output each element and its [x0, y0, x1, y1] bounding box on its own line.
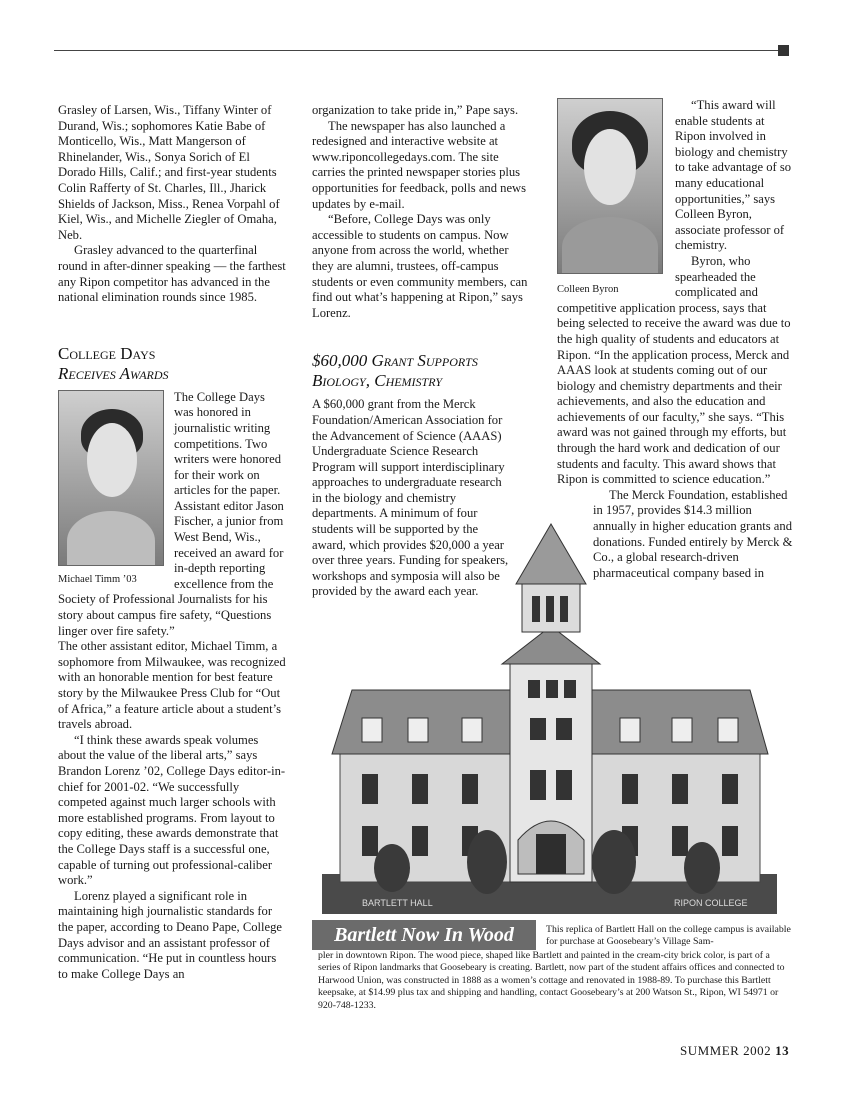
entrance-door [536, 834, 566, 874]
top-rule [54, 50, 782, 51]
paragraph: Lorenz played a significant role in maintaining high journalistic standards for the paper, according to Deano Pape, College Days advisor and an assistant professor of communication. “He put in countless hours to make College Days an [58, 888, 283, 981]
paragraph: A $60,000 grant from the Merck Foundation/American Association for the Advancement of Science (AAAS) Undergraduate Science Research Program will support interdisciplinary approaches to undergraduate research in the biology and chemistry departments. A minimum of four students will be supported by the award, which provides $20,000 a year over three years. Funding for speakers, workshops and symposia will also be provided by the award each year. [312, 397, 509, 599]
rule-end-mark [778, 45, 789, 56]
photo-caption: Colleen Byron [557, 284, 619, 295]
paragraph: “I think these awards speak volumes about the value of the liberal arts,” says Brandon Lorenz ’02, College Days editor-in-chief for 2001-02. “We successfully competed against much larger schools with more established programs. From layout to copy editing, these awards demonstrate that the College Days staff is a successful one, capable of turning out professional-caliber work.” [58, 732, 286, 888]
bartlett-hall-illustration [322, 522, 777, 914]
page-number: 13 [775, 1043, 790, 1058]
paragraph: The newspaper has also launched a redesigned and interactive website at www.riponcollegedays.com. The site carries the printed newspaper stories plus opportunities for feedback, polls and news updates by e-mail. [312, 118, 527, 211]
paragraph: “Before, College Days was only accessible to students on campus. Now anyone from across the world, whether they are alumni, trustees, off-campus students or even community members, can find out what’s happening at Ripon,” says Lorenz. [312, 212, 528, 320]
paragraph: “This award will enable students at Ripon involved in biology and chemistry to take advantage of so many educational opportunities,” says Colleen Byron, associate professor of chemistry. [675, 98, 792, 253]
column-3 [557, 98, 793, 581]
illustration-label-left: BARTLETT HALL [362, 898, 433, 908]
paragraph: Byron, who spearheaded the complicated and competitive application process, says that being selected to receive the award was due to the high quality of students and educators at Ripon. “In the application process, Merck and AAAS look at students coming out of our biology and chemistry departments and their achievements, and also the education and achievements of our faculty,” she says. “This award was not gained through my efforts, but through the hard work and dedication of our students and faculty. This award shows that Ripon is committed to science education.” [557, 253, 791, 487]
paragraph: The Merck Foundation, established in 1957, provides $14.3 million annually in higher education grants and donations. Funded entirely by Merck & Co., a global research-driven pharmaceutical company based in [593, 487, 793, 580]
illustration-label-right: RIPON COLLEGE [674, 898, 748, 908]
paragraph: The College Days was honored in journalistic writing competitions. Two writers were honored for their work on articles for the paper. Assistant editor Jason Fischer, a junior from West Bend, Wis., received an award for in-depth reporting excellence from the Society of Professional Journalists for his story about campus fire safety, “Questions linger over fire safety.” [58, 389, 284, 638]
photo-colleen-byron-figure [557, 98, 663, 298]
banner-caption: This replica of Bartlett Hall on the college campus is available for purchase at Goosebeary’s Village Sam- [546, 924, 791, 948]
bartlett-banner: Bartlett Now In Wood [312, 920, 536, 950]
photo-michael-timm [58, 390, 164, 566]
paragraph: Grasley of Larsen, Wis., Tiffany Winter of Durand, Wis.; sophomores Katie Babe of Monticello, Wis., Matt Mangerson of Rhinelander, Wis., Sonya Sorich of El Dorado Hills, Calif.; and first-year students Colin Rafferty of St. Charles, Ill., Jharick Shields of Jackson, Miss., Renea Vorpahl of Kiel, Wis., and Michelle Ziegler of Omaha, Neb. [58, 103, 280, 242]
photo-caption: Michael Timm ’03 [58, 573, 137, 585]
headline-grant: $60,000 Grant Supports Biology, Chemistry [312, 351, 478, 391]
photo-michael-timm-figure [58, 390, 164, 588]
page-footer [680, 1043, 789, 1059]
headline-college-days: College Days Receives Awards [58, 343, 169, 383]
issue-label: SUMMER 2002 [680, 1043, 772, 1058]
column-1 [58, 103, 286, 982]
paragraph: organization to take pride in,” Pape says. [312, 103, 519, 117]
photo-colleen-byron [557, 98, 663, 274]
paragraph: The other assistant editor, Michael Timm, a sophomore from Milwaukee, was recognized with an honorable mention for best feature story by the Milwaukee Press Club for “Out of Africa,” a feature article about a student’s travels abroad. [58, 639, 286, 732]
banner-caption-continued: pler in downtown Ripon. The wood piece, shaped like Bartlett and painted in the cream-city brick color, is part of a series of Ripon landmarks that Goosebeary is creating. Bartlett, now part of the student affairs offices and connected to Harwood Union, was constructed in 1888 as a women’s cottage and renovated in 1988-89. To purchase this Bartlett keepsake, at $14.99 plus tax and shipping and handling, contact Goosebeary’s at 200 Watson St., Ripon, WI 54971 or 920-748-1233. [318, 950, 785, 1011]
tower-spire [516, 524, 586, 584]
paragraph: Grasley advanced to the quarterfinal round in after-dinner speaking — the farthest any Ripon competitor has advanced in the national elimination rounds since 1985. [58, 243, 286, 305]
